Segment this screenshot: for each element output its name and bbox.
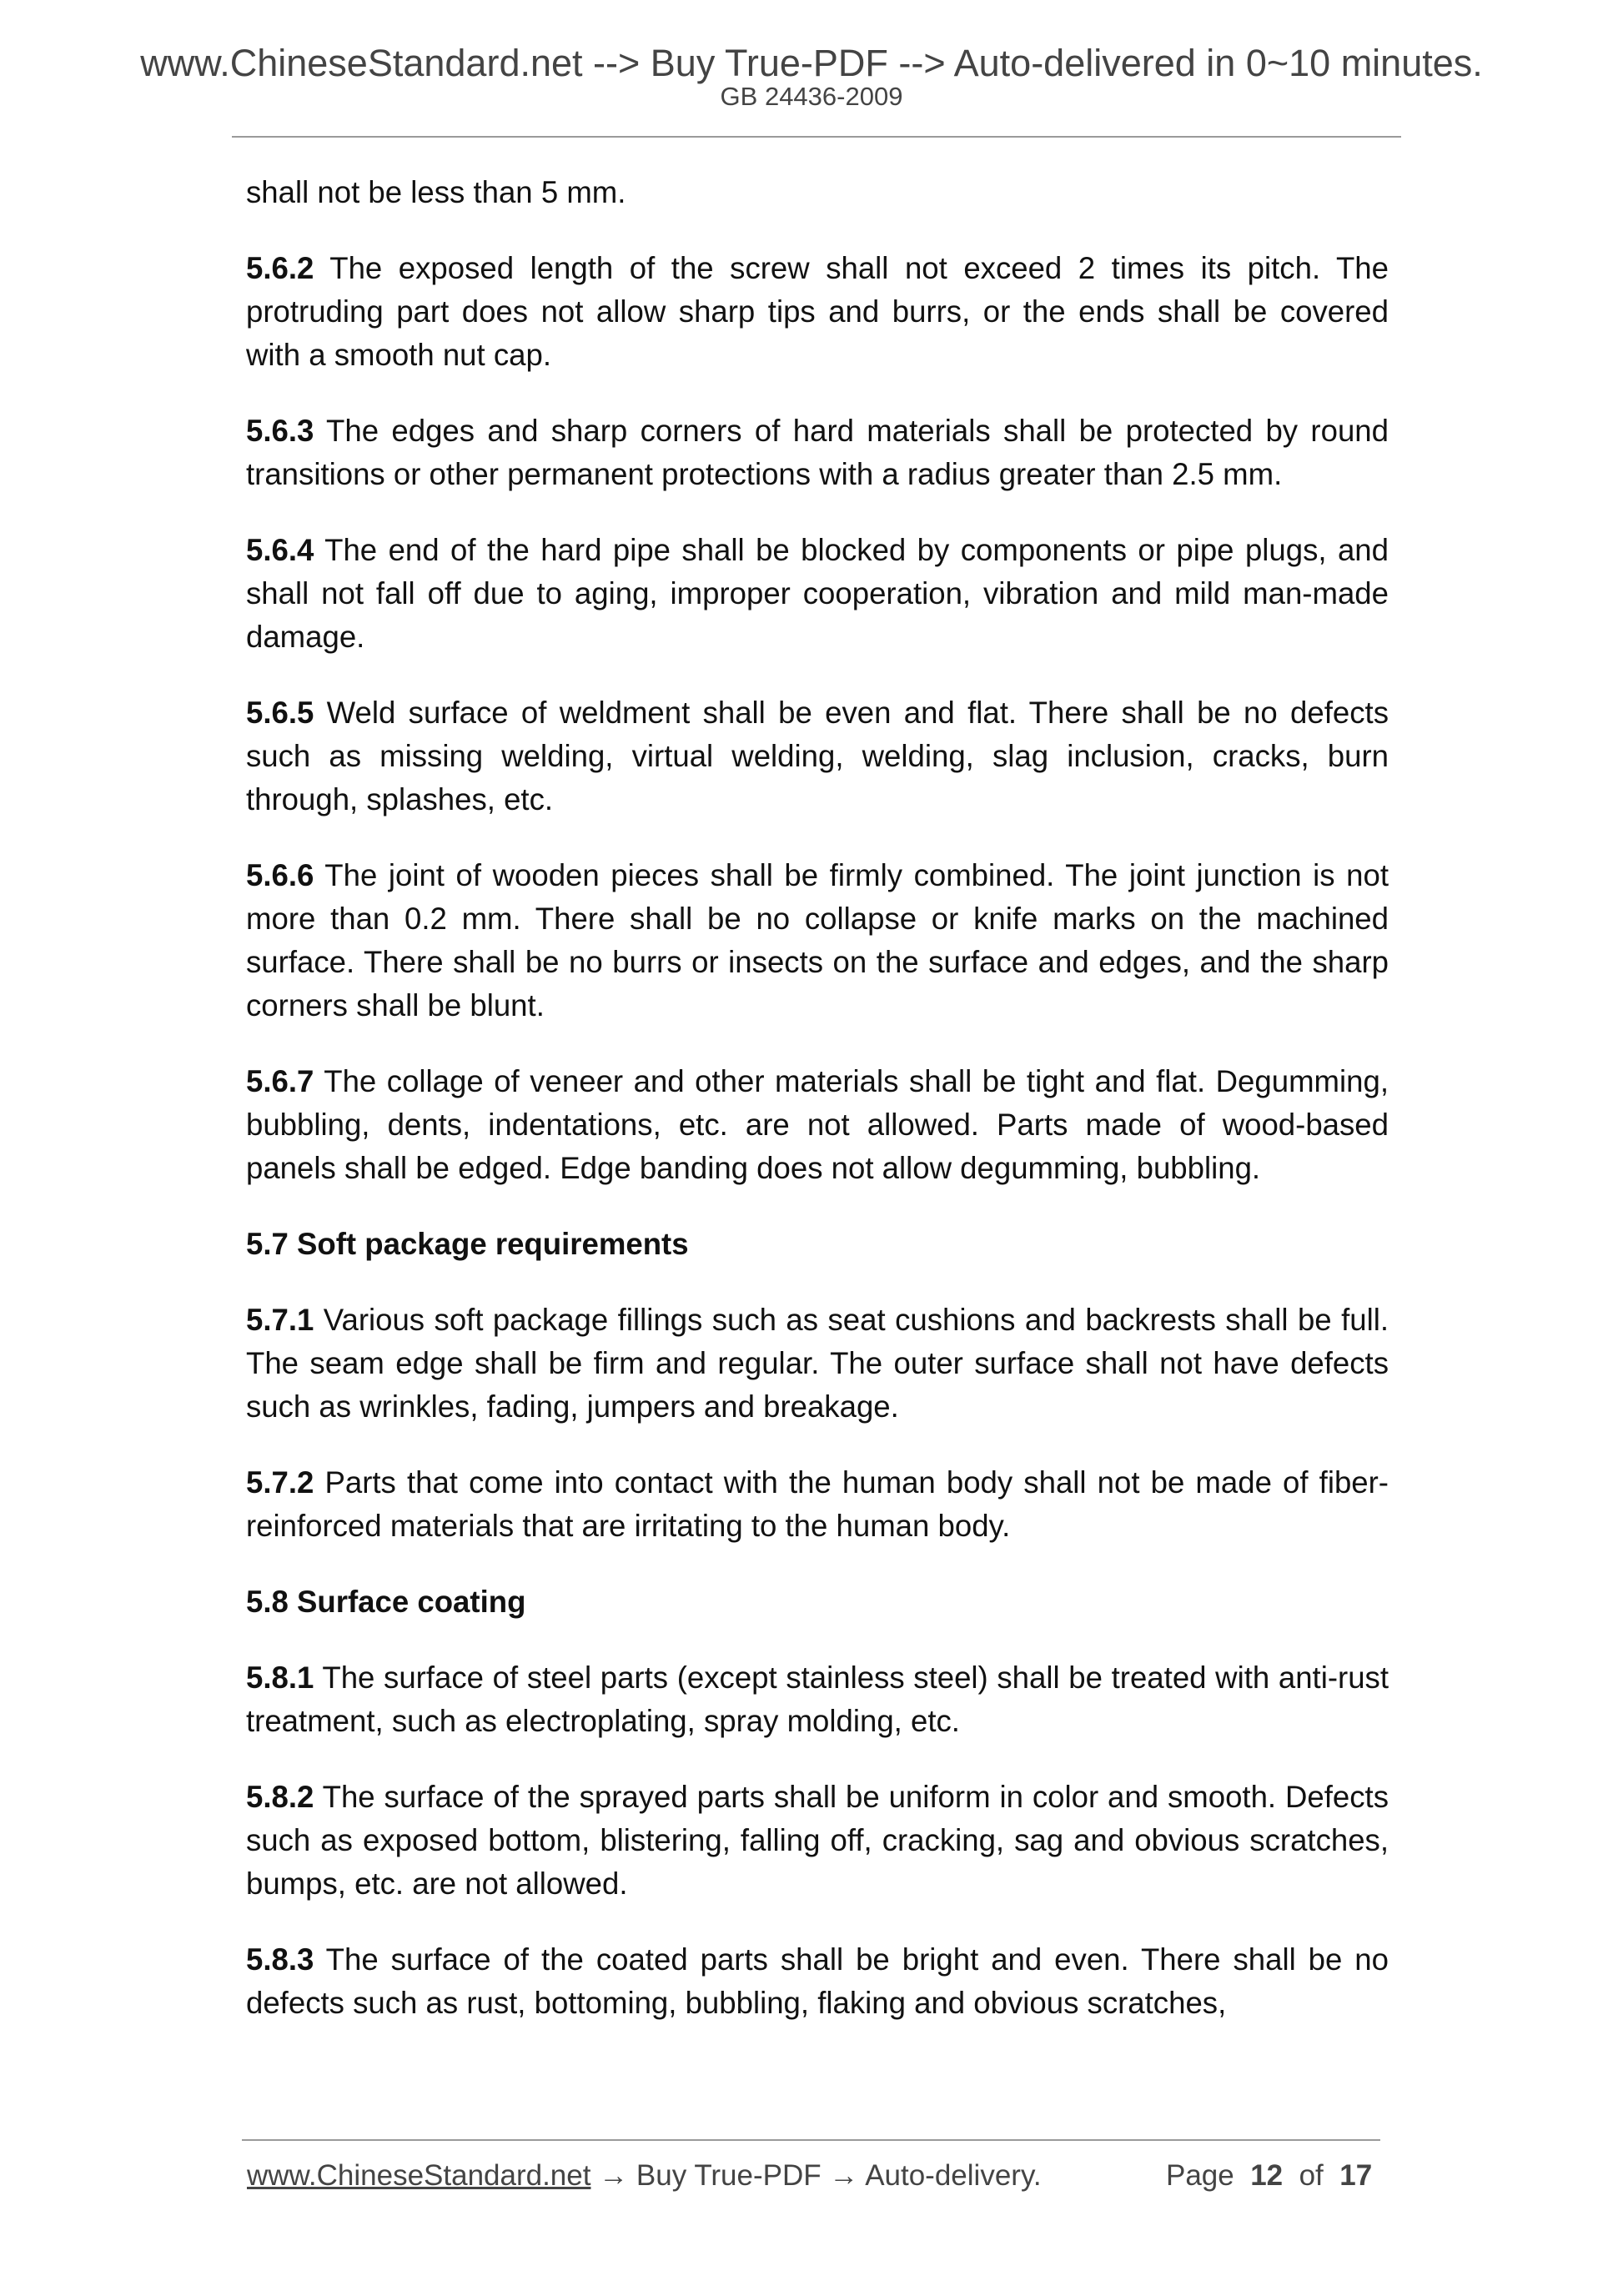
- clause-number: 5.6.6: [246, 858, 314, 892]
- clause-text: Parts that come into contact with the human body shall not be made of fiber-reinforced materials that are irritating to the human body.: [246, 1465, 1389, 1543]
- clause-text: The end of the hard pipe shall be blocked by components or pipe plugs, and shall not fall off due to aging, improper cooperation, vibration and mild man-made damage.: [246, 533, 1389, 654]
- standard-number: GB 24436-2009: [720, 82, 903, 111]
- page-indicator: [1166, 2158, 1372, 2193]
- clause-number: 5.8.3: [246, 1942, 314, 1977]
- clause-5-6-2: [246, 247, 1389, 377]
- clause-5-8-2: [246, 1776, 1389, 1906]
- clause-text: The surface of the coated parts shall be bright and even. There shall be no defects such as rust, bottoming, bubbling, flaking and obvious scratches,: [246, 1942, 1389, 2020]
- page-label: Page: [1166, 2159, 1234, 2192]
- clause-5-6-7: [246, 1060, 1389, 1190]
- clause-number: 5.7.2: [246, 1465, 314, 1500]
- clause-number: 5.6.7: [246, 1064, 314, 1098]
- clause-5-8-3: [246, 1938, 1389, 2025]
- header-divider: [232, 136, 1401, 138]
- clause-number: 5.6.5: [246, 696, 314, 730]
- document-body: [246, 171, 1389, 2057]
- buy-pdf-text: Buy True-PDF: [636, 2159, 822, 2192]
- header-banner: www.ChineseStandard.net --> Buy True-PDF --> Auto-delivered in 0~10 minutes.: [140, 42, 1483, 84]
- total-pages-number: 17: [1339, 2159, 1373, 2192]
- clause-number: 5.8.2: [246, 1780, 314, 1814]
- clause-text: Various soft package fillings such as seat cushions and backrests shall be full. The seam edge shall be firm and regular. The outer surface shall not have defects such as wrinkles, fading, jumpers and breakage.: [246, 1303, 1389, 1424]
- clause-text: The collage of veneer and other materials shall be tight and flat. Degumming, bubbling, dents, indentations, etc. are not allowed. Parts made of wood-based panels shall be edged. Edge banding does not allow degumming, bubbling.: [246, 1064, 1389, 1185]
- clause-number: 5.7.1: [246, 1303, 314, 1337]
- clause-text: The joint of wooden pieces shall be firmly combined. The joint junction is not more than 0.2 mm. There shall be no collapse or knife marks on the machined surface. There shall be no burrs or insects on the surface and edges, and the sharp corners shall be blunt.: [246, 858, 1389, 1022]
- paragraph-continuation: shall not be less than 5 mm.: [246, 175, 626, 209]
- arrow-right-icon: →: [590, 2159, 636, 2192]
- clause-5-8-1: [246, 1656, 1389, 1743]
- auto-delivery-text: Auto-delivery.: [865, 2159, 1042, 2192]
- clause-text: Weld surface of weldment shall be even and flat. There shall be no defects such as missing welding, virtual welding, welding, slag inclusion, cracks, burn through, splashes, etc.: [246, 696, 1389, 816]
- arrow-right-icon: →: [821, 2159, 866, 2192]
- clause-5-6-5: [246, 691, 1389, 821]
- of-label: of: [1299, 2159, 1324, 2192]
- section-heading-5-8: 5.8 Surface coating: [246, 1585, 526, 1619]
- footer-divider: [242, 2139, 1380, 2141]
- clause-number: 5.6.3: [246, 414, 314, 448]
- clause-5-6-3: [246, 409, 1389, 496]
- clause-text: The surface of steel parts (except stainless steel) shall be treated with anti-rust treatment, such as electroplating, spray molding, etc.: [246, 1660, 1389, 1738]
- footer-links: [247, 2158, 1042, 2193]
- clause-number: 5.6.4: [246, 533, 314, 567]
- clause-5-6-6: [246, 854, 1389, 1027]
- clause-number: 5.8.1: [246, 1660, 314, 1695]
- clause-5-6-4: [246, 529, 1389, 659]
- clause-5-7-2: [246, 1461, 1389, 1548]
- clause-text: The edges and sharp corners of hard materials shall be protected by round transitions or other permanent protections with a radius greater than 2.5 mm.: [246, 414, 1389, 491]
- clause-text: The exposed length of the screw shall not exceed 2 times its pitch. The protruding part does not allow sharp tips and burrs, or the ends shall be covered with a smooth nut cap.: [246, 251, 1389, 372]
- current-page-number: 12: [1250, 2159, 1284, 2192]
- website-link[interactable]: www.ChineseStandard.net: [247, 2159, 591, 2192]
- section-heading-5-7: 5.7 Soft package requirements: [246, 1227, 689, 1261]
- clause-text: The surface of the sprayed parts shall be uniform in color and smooth. Defects such as exposed bottom, blistering, falling off, cracking, sag and obvious scratches, bumps, etc. are not allowed.: [246, 1780, 1389, 1901]
- clause-number: 5.6.2: [246, 251, 314, 285]
- clause-5-7-1: [246, 1299, 1389, 1429]
